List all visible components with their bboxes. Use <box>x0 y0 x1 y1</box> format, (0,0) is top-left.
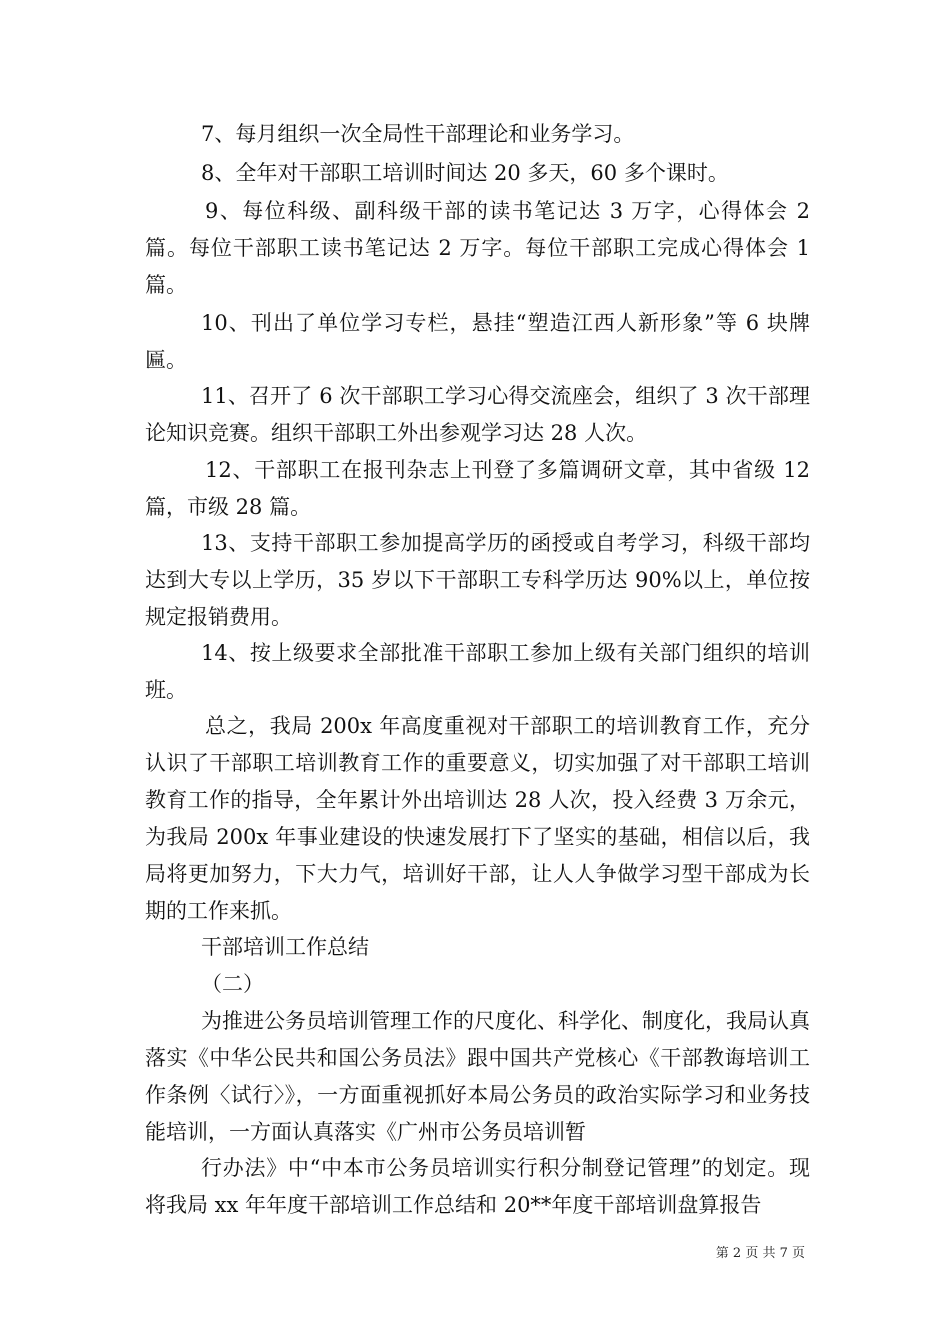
page-footer: 第 2 页 共 7 页 <box>715 1246 805 1261</box>
paragraph-item-11: 11、召开了 6 次干部职工学习心得交流座会，组织了 3 次干部理论知识竞赛。组织干部职工外出参观学习达 28 人次。 <box>145 384 810 445</box>
summary-paragraph: 总之，我局 200x 年高度重视对干部职工的培训教育工作，充分认识了干部职工培训教育工作的重要意义，切实加强了对干部职工培训教育工作的指导，全年累计外出培训达 28 人次，投入经费 3 万余元，为我局 200x 年事业建设的快速发展打下了坚实的基础，相信以后，我局将更加努力，下大力气，培训好干部，让人人争做学习型干部成为长期的工作来抓。 <box>145 714 810 923</box>
paragraph-item-12: 12、干部职工在报刊杂志上刊登了多篇调研文章，其中省级 12 篇，市级 28 篇。 <box>145 458 810 519</box>
paragraph-item-13: 13、支持干部职工参加提高学历的函授或自考学习，科级干部均达到大专以上学历，35 岁以下干部职工专科学历达 90%以上，单位按规定报销费用。 <box>145 531 810 629</box>
paragraph-item-14: 14、按上级要求全部批准干部职工参加上级有关部门组织的培训班。 <box>145 641 810 702</box>
paragraph-item-7: 7、每月组织一次全局性干部理论和业务学习。 <box>201 122 635 146</box>
section-title: 干部培训工作总结 <box>201 935 369 959</box>
paragraph-item-8: 8、全年对干部职工培训时间达 20 多天，60 多个课时。 <box>201 161 729 185</box>
intro-paragraph: 为推进公务员培训管理工作的尺度化、科学化、制度化，我局认真落实《中华公民共和国公务员法》跟中国共产党核心《干部教诲培训工作条例〈试行〉》，一方面重视抓好本局公务员的政治实际学习和业务技能培训，一方面认真落实《广州市公务员培训暂 <box>145 1009 810 1144</box>
paragraph-item-9: 9、每位科级、副科级干部的读书笔记达 3 万字，心得体会 2 篇。每位干部职工读书笔记达 2 万字。每位干部职工完成心得体会 1 篇。 <box>145 199 810 297</box>
paragraph-item-10: 10、刊出了单位学习专栏，悬挂“塑造江西人新形象”等 6 块牌匾。 <box>145 311 810 372</box>
continuation-paragraph: 行办法》中“中本市公务员培训实行积分制登记管理”的划定。现将我局 xx 年年度干部培训工作总结和 20**年度干部培训盘算报告 <box>145 1156 810 1217</box>
section-number: （二） <box>201 972 264 996</box>
